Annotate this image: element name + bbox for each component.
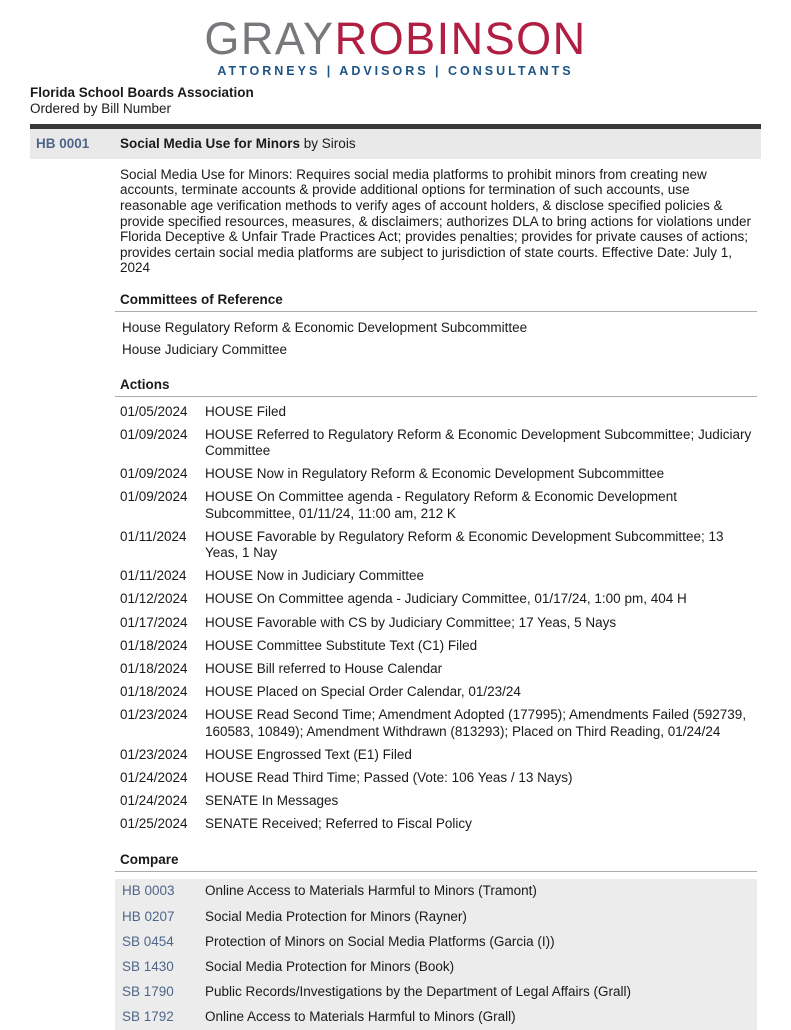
- action-text: HOUSE Filed: [205, 403, 287, 419]
- committee-item: House Regulatory Reform & Economic Development Subcommittee: [122, 319, 528, 335]
- action-date: 01/09/2024: [120, 489, 188, 505]
- compare-row: [115, 879, 757, 904]
- order-note: Ordered by Bill Number: [30, 100, 172, 116]
- compare-bill-number-link[interactable]: HB 0207: [122, 908, 175, 924]
- action-text: SENATE Received; Referred to Fiscal Policy: [205, 816, 472, 832]
- action-date: 01/11/2024: [120, 528, 187, 544]
- action-date: 01/09/2024: [120, 466, 188, 482]
- compare-bill-title: Social Media Protection for Minors (Rayner): [205, 908, 467, 924]
- action-row: [115, 565, 757, 588]
- actions-table: [115, 397, 757, 836]
- action-text: HOUSE Now in Judiciary Committee: [205, 568, 425, 584]
- compare-bill-number-cell: [115, 984, 205, 1000]
- report-header: [30, 85, 761, 118]
- compare-bill-number-cell: [115, 1009, 205, 1025]
- action-text: HOUSE Now in Regulatory Reform & Economic Development Subcommittee: [205, 466, 665, 482]
- action-row: [115, 657, 757, 680]
- action-date: 01/24/2024: [120, 769, 188, 785]
- compare-bill-title: Online Access to Materials Harmful to Minors (Grall): [205, 1009, 516, 1025]
- compare-bill-number-link[interactable]: SB 1430: [122, 959, 174, 975]
- compare-bill-title: Public Records/Investigations by the Department of Legal Affairs (Grall): [205, 984, 631, 1000]
- compare-section: [115, 849, 757, 1030]
- action-date: 01/25/2024: [120, 816, 188, 832]
- action-date: 01/18/2024: [120, 637, 188, 653]
- firm-tagline: ATTORNEYS | ADVISORS | CONSULTANTS: [217, 64, 574, 78]
- action-text: HOUSE Engrossed Text (E1) Filed: [205, 746, 412, 762]
- compare-bill-title: Social Media Protection for Minors (Book): [205, 959, 455, 975]
- action-row: [115, 634, 757, 657]
- compare-row: [115, 980, 757, 1005]
- action-text: HOUSE Favorable with CS by Judiciary Committee; 17 Yeas, 5 Nays: [205, 614, 617, 630]
- compare-bill-number-cell: [115, 934, 205, 950]
- action-date: 01/18/2024: [120, 660, 188, 676]
- action-row: [115, 743, 757, 766]
- compare-row: [115, 929, 757, 954]
- committees-heading: Committees of Reference: [115, 289, 757, 312]
- compare-bill-title: Online Access to Materials Harmful to Minors (Tramont): [205, 883, 537, 899]
- bill-description: Social Media Use for Minors: Requires social media platforms to prohibit minors from creating new accounts, terminate accounts & provide additional options for termination of such accounts, use reasonable age verification methods to verify ages of account holders, & disclose specified policies & provide specified resources, measures, & disclaimers; authorizes DLA to bring actions for violations under Florida Deceptive & Unfair Trade Practices Act; provides penalties; provides for private causes of actions; provides certain social media platforms are subject to jurisdiction of state courts. Effective Date: July 1, 2024: [120, 166, 752, 276]
- action-text: SENATE In Messages: [205, 793, 339, 809]
- action-row: [115, 525, 757, 564]
- bill-number-cell: [30, 136, 120, 151]
- compare-bill-number-link[interactable]: SB 1792: [122, 1009, 174, 1025]
- action-date: 01/23/2024: [120, 746, 188, 762]
- logo-word-robinson: ROBINSON: [334, 13, 587, 64]
- action-row: [115, 704, 757, 743]
- action-row: [115, 463, 757, 486]
- action-date: 01/23/2024: [120, 707, 188, 723]
- compare-bill-number-link[interactable]: SB 1790: [122, 984, 174, 1000]
- action-row: [115, 813, 757, 836]
- committees-section: [115, 289, 757, 361]
- action-row: [115, 681, 757, 704]
- action-date: 01/18/2024: [120, 684, 188, 700]
- compare-row: [115, 955, 757, 980]
- action-row: [115, 400, 757, 423]
- compare-table: [115, 879, 757, 1030]
- actions-section: [115, 374, 757, 836]
- action-date: 01/05/2024: [120, 403, 188, 419]
- action-date: 01/12/2024: [120, 591, 188, 607]
- action-row: [115, 588, 757, 611]
- firm-logo-wordmark: [0, 13, 791, 64]
- committee-item: House Judiciary Committee: [122, 342, 288, 358]
- bill-sponsor: by Sirois: [300, 135, 356, 151]
- action-text: HOUSE Read Third Time; Passed (Vote: 106 Yeas / 13 Nays): [205, 769, 573, 785]
- organization-name: Florida School Boards Association: [30, 85, 254, 100]
- compare-bill-number-link[interactable]: SB 0454: [122, 933, 174, 949]
- action-date: 01/09/2024: [120, 426, 188, 442]
- action-text: HOUSE Favorable by Regulatory Reform & Economic Development Subcommittee; 13 Yeas, 1 Nay: [205, 528, 724, 561]
- action-date: 01/17/2024: [120, 614, 188, 630]
- action-text: HOUSE Referred to Regulatory Reform & Economic Development Subcommittee; Judiciary Committee: [205, 426, 752, 459]
- action-text: HOUSE On Committee agenda - Regulatory Reform & Economic Development Subcommittee, 01/11/24, 11:00 am, 212 K: [205, 489, 677, 521]
- bill-number-link[interactable]: HB 0001: [36, 135, 90, 151]
- compare-bill-number-cell: [115, 883, 205, 899]
- compare-bill-number-cell: [115, 959, 205, 975]
- action-row: [115, 611, 757, 634]
- compare-row: [115, 904, 757, 929]
- action-row: [115, 423, 757, 462]
- action-text: HOUSE Placed on Special Order Calendar, 01/23/24: [205, 684, 521, 700]
- bill-detail-content: [115, 159, 757, 1030]
- action-text: HOUSE Bill referred to House Calendar: [205, 660, 443, 676]
- action-text: HOUSE Committee Substitute Text (C1) Filed: [205, 637, 478, 653]
- compare-bill-number-cell: [115, 909, 205, 925]
- actions-heading: Actions: [115, 374, 757, 397]
- action-date: 01/24/2024: [120, 793, 188, 809]
- action-text: HOUSE On Committee agenda - Judiciary Committee, 01/17/24, 1:00 pm, 404 H: [205, 591, 687, 607]
- action-row: [115, 790, 757, 813]
- compare-bill-number-link[interactable]: HB 0003: [122, 883, 175, 899]
- action-date: 01/11/2024: [120, 568, 187, 584]
- bill-title-line: [120, 136, 761, 151]
- compare-bill-title: Protection of Minors on Social Media Platforms (Garcia (I)): [205, 933, 555, 949]
- action-row: [115, 486, 757, 525]
- firm-logo: [0, 13, 791, 78]
- logo-word-gray: GRAY: [204, 13, 335, 64]
- bill-title: Social Media Use for Minors: [120, 135, 301, 151]
- action-row: [115, 766, 757, 789]
- action-text: HOUSE Read Second Time; Amendment Adopted (177995); Amendments Failed (592739, 160583, 10849); Amendment Withdrawn (813293); Placed on Third Reading, 01/24/24: [205, 707, 747, 739]
- compare-row: [115, 1005, 757, 1030]
- compare-heading: Compare: [115, 849, 757, 872]
- bill-header-row: [30, 129, 761, 159]
- committee-list: [115, 312, 757, 361]
